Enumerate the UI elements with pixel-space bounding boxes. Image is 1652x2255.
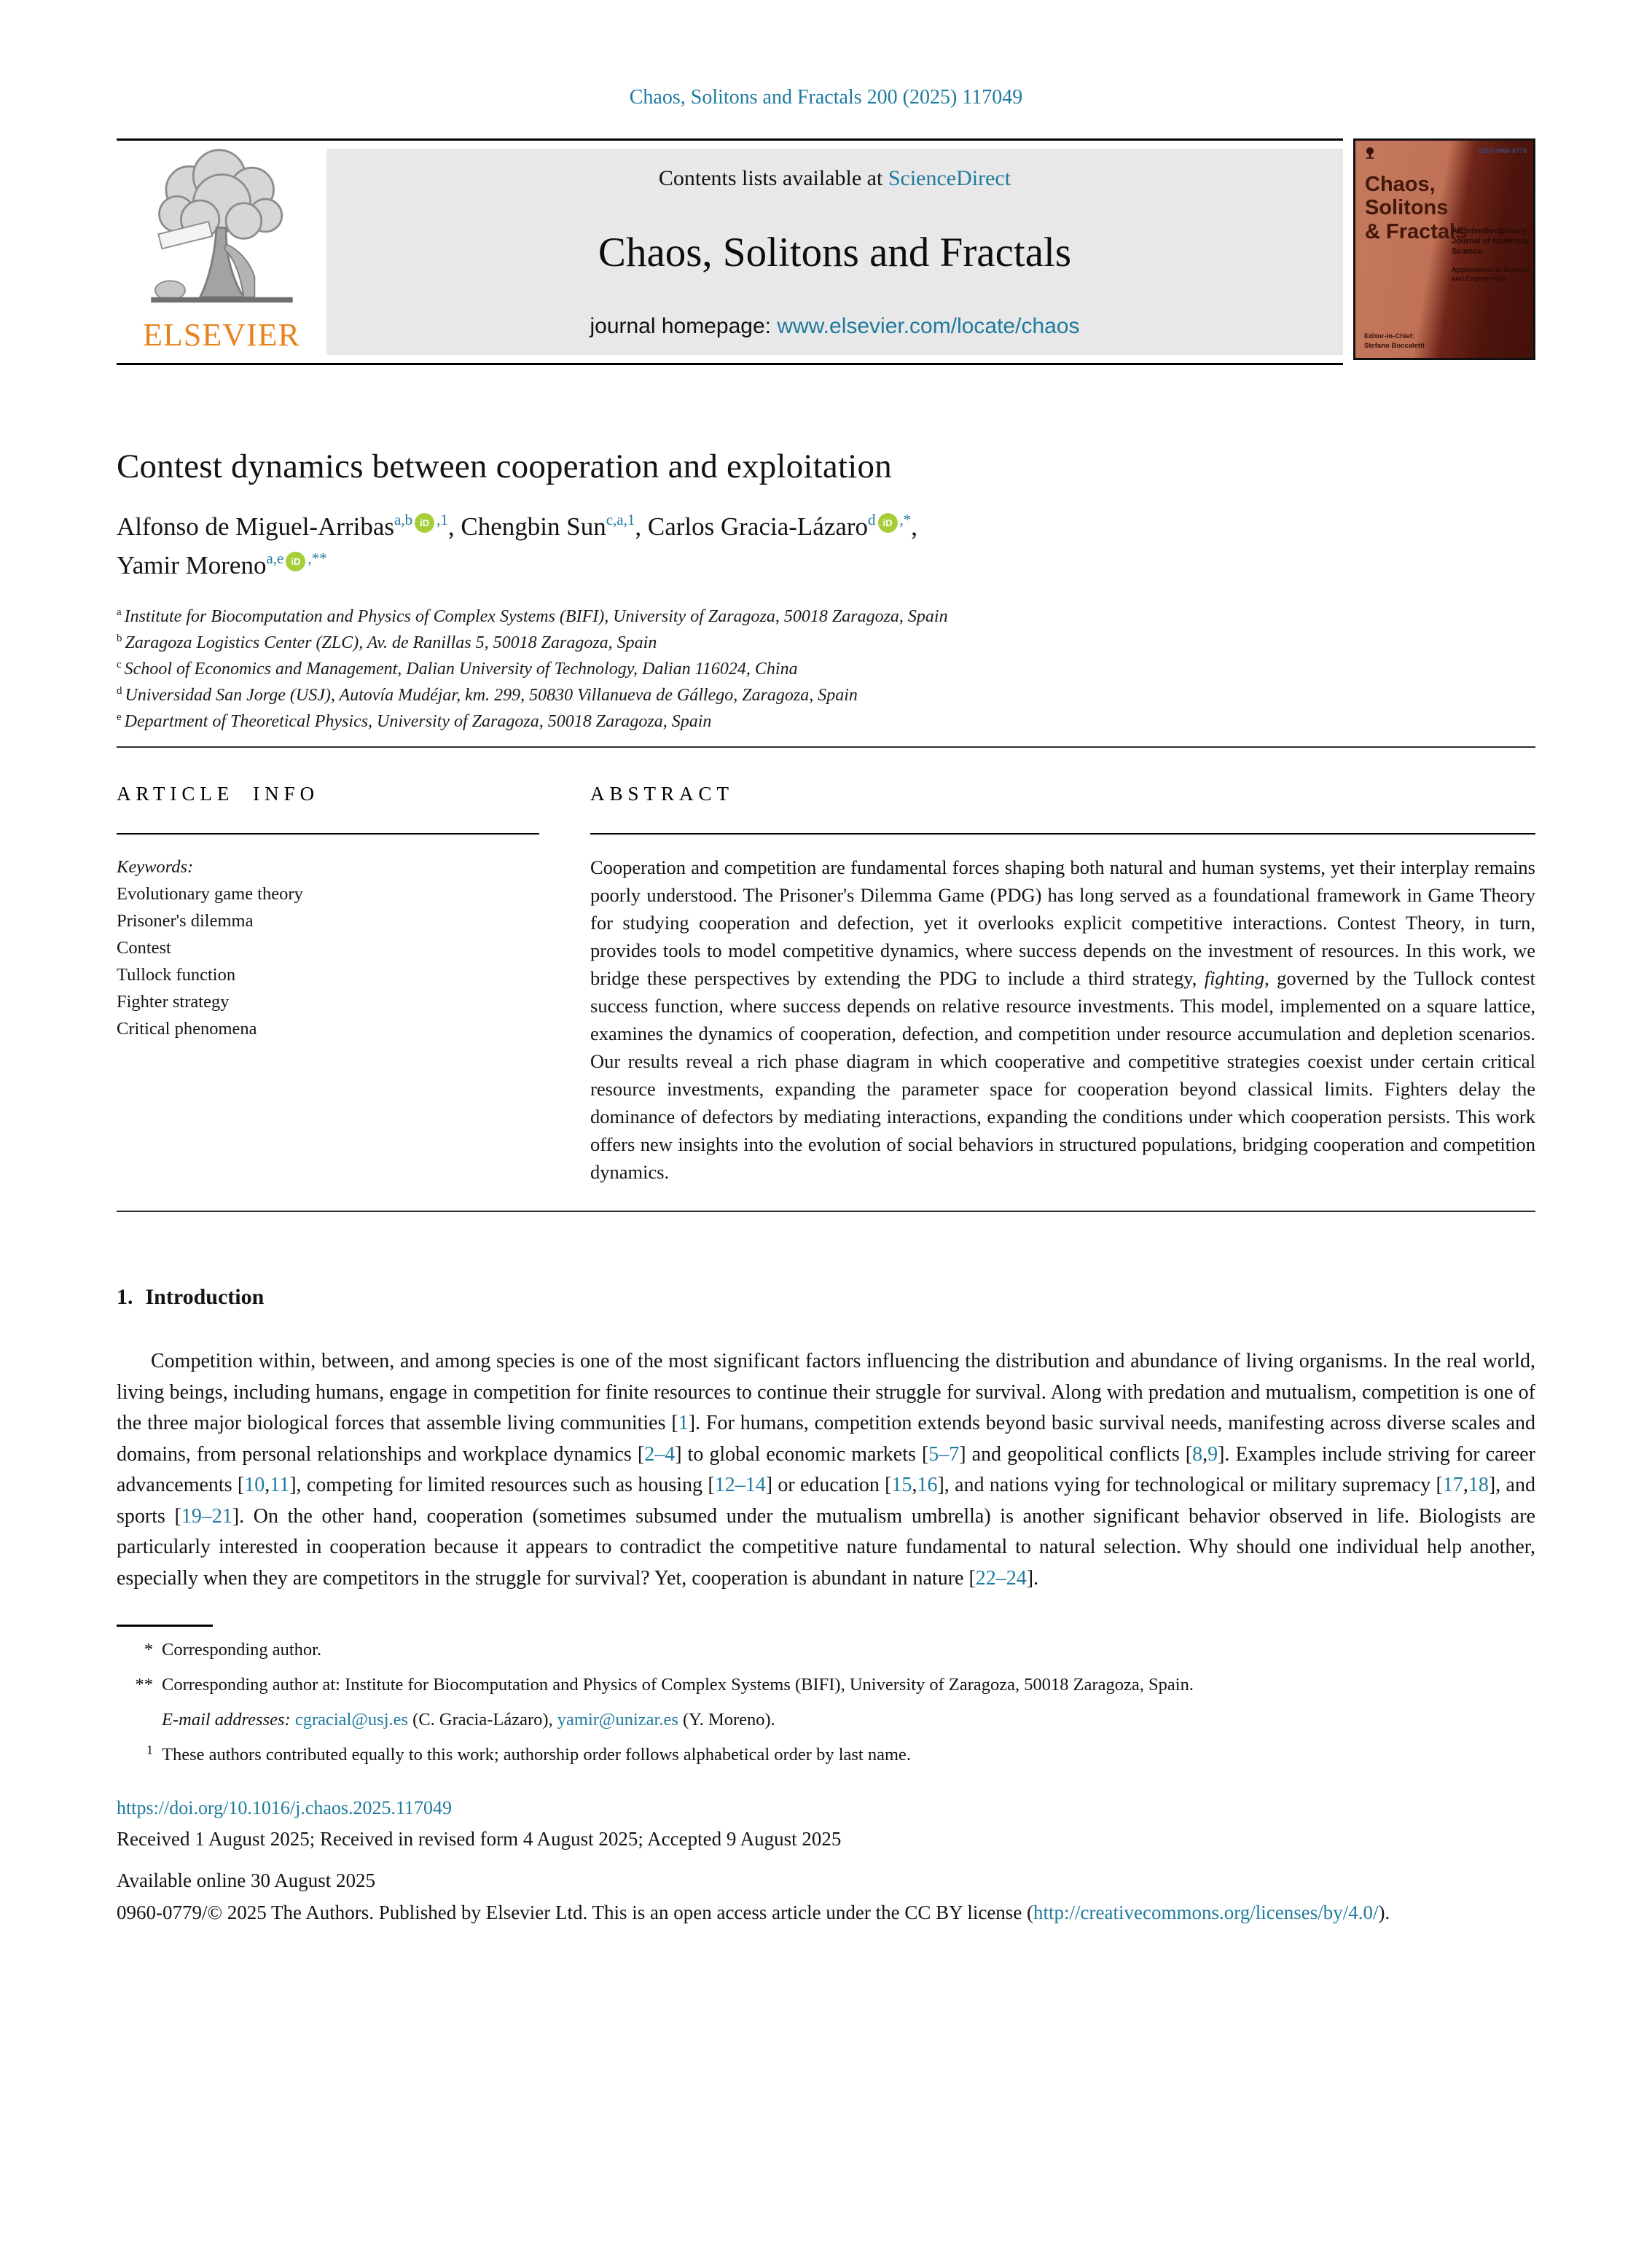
footnote — [117, 1638, 1535, 1662]
orcid-icon-label: iD — [291, 555, 301, 567]
article-info-heading: ARTICLE INFO — [117, 783, 320, 805]
footnote-text: These authors contributed equally to this work; authorship order follows alphabetical order by last name. — [162, 1745, 912, 1764]
affiliation-text: Department of Theoretical Physics, University of Zaragoza, 50018 Zaragoza, Spain — [124, 712, 712, 731]
affiliation-text: Zaragoza Logistics Center (ZLC), Av. de Ranillas 5, 50018 Zaragoza, Spain — [125, 633, 657, 652]
affiliation-text: Universidad San Jorge (USJ), Autovía Mudéjar, km. 299, 50830 Villanueva de Gállego, Zaragoza, Spain — [125, 686, 858, 705]
journal-homepage-link[interactable]: www.elsevier.com/locate/chaos — [777, 314, 1080, 338]
orcid-icon-label: iD — [882, 517, 893, 528]
inline-link[interactable]: 10 — [244, 1474, 265, 1496]
cover-title-line1: Chaos, — [1365, 173, 1436, 196]
affiliation-sup: e — [117, 711, 122, 723]
inline-link[interactable]: 17 — [1442, 1474, 1463, 1496]
footnote-marker: * — [144, 1640, 153, 1660]
cover-editor-label: Editor-in-Chief: — [1364, 332, 1415, 341]
footnote-text: Corresponding author. — [162, 1640, 322, 1660]
affiliation-text: School of Economics and Management, Dalian University of Technology, Dalian 116024, China — [124, 660, 798, 679]
orcid-icon[interactable] — [286, 552, 305, 571]
inline-link[interactable]: http://creativecommons.org/licenses/by/4.0/ — [1033, 1902, 1379, 1923]
inline-link[interactable]: 8 — [1192, 1442, 1203, 1466]
affiliation-text: Institute for Biocomputation and Physics of Complex Systems (BIFI), University of Zaragoza, 50018 Zaragoza, Spain — [124, 607, 948, 626]
orcid-icon-label: iD — [420, 517, 430, 528]
text-segment: , — [265, 1474, 270, 1496]
affiliation-sup: b — [117, 633, 122, 644]
text-segment: ], competing for limited resources such as housing [ — [289, 1474, 715, 1496]
journal-reference: Chaos, Solitons and Fractals 200 (2025) 117049 — [629, 86, 1023, 109]
text-segment: ] and geopolitical conflicts [ — [959, 1442, 1193, 1466]
cover-issn: ISSN 0960-8779 — [1478, 147, 1527, 155]
text-segment: (Y. Moreno). — [678, 1710, 775, 1730]
author-affil-sup: a,b — [394, 511, 413, 528]
orcid-icon[interactable] — [878, 513, 898, 533]
text-segment: ] to global economic markets [ — [675, 1442, 929, 1466]
affiliation — [117, 603, 1535, 630]
author-note-sup: ,** — [308, 549, 327, 567]
footnote-email-line — [117, 1708, 1535, 1732]
text-segment: ]. On the other hand, cooperation (sometimes subsumed under the mutualism umbrella) is another significant behavior observed in life. Biologists are particularly interested in cooperation because it appears to contradict the competitive nature fundamental to natural selection. Why should one individual help another, especially when they are competitors in the struggle for survival? Yet, cooperation is abundant in nature [ — [117, 1504, 1535, 1590]
elsevier-tree-icon — [140, 149, 304, 315]
author-separator: , — [911, 512, 918, 541]
license-line — [117, 1898, 1535, 1928]
inline-link[interactable]: 12–14 — [714, 1474, 766, 1496]
sciencedirect-link[interactable]: ScienceDirect — [888, 166, 1011, 190]
author-separator: , — [447, 512, 461, 541]
keyword: Evolutionary game theory — [117, 884, 303, 904]
affiliation — [117, 708, 1535, 735]
cover-elsevier-mark-icon — [1364, 146, 1376, 163]
inline-link[interactable]: cgracial@usj.es — [294, 1710, 409, 1730]
footnote-marker: 1 — [146, 1743, 153, 1757]
abstract-text — [590, 853, 1535, 1186]
author-name: Alfonso de Miguel-Arribas — [117, 512, 395, 541]
cover-editor-name: Stefano Boccaletti — [1364, 341, 1425, 350]
abstract-column — [590, 748, 1535, 1186]
cover-editor — [1364, 332, 1425, 351]
footnote — [117, 1743, 1535, 1768]
keywords-label: Keywords: — [117, 857, 194, 877]
keyword: Prisoner's dilemma — [117, 911, 254, 931]
author-note-sup: ,1 — [437, 511, 448, 528]
inline-link[interactable]: 1 — [678, 1412, 689, 1434]
doi-link[interactable]: https://doi.org/10.1016/j.chaos.2025.117049 — [117, 1797, 453, 1818]
available-online: Available online 30 August 2025 — [117, 1869, 375, 1891]
cover-title-line2: Solitons — [1365, 196, 1449, 220]
footnote-text — [162, 1708, 1535, 1732]
author — [461, 512, 647, 541]
text-segment: ], and sports [ — [117, 1474, 1535, 1528]
text-segment: ). — [1378, 1902, 1390, 1923]
text-segment: Competition within, between, and among species is one of the most significant factors influencing the distribution and abundance of living organisms. In the real world, living beings, including humans, engage in competition for finite resources to continue their struggle for survival. Along with predation and mutualism, competition is one of the three major biological forces that assemble living communities [ — [117, 1350, 1535, 1434]
inline-link[interactable]: 19–21 — [181, 1504, 232, 1528]
author-affil-sup: d — [868, 511, 876, 528]
text-segment: , — [1463, 1474, 1468, 1496]
homepage-line — [590, 314, 1079, 339]
affiliation — [117, 656, 1535, 682]
section-heading-introduction — [117, 1285, 1535, 1310]
inline-link[interactable]: 22–24 — [975, 1566, 1027, 1590]
inline-link[interactable]: 11 — [270, 1474, 290, 1496]
divider — [117, 1211, 1535, 1212]
journal-name: Chaos, Solitons and Fractals — [598, 230, 1072, 275]
footnote — [117, 1673, 1535, 1697]
author-name: Chengbin Sun — [461, 512, 606, 541]
inline-link[interactable]: yamir@unizar.es — [557, 1710, 678, 1730]
keyword: Critical phenomena — [117, 1019, 257, 1039]
cover-subtitle2: Applications to Science and Engineering — [1452, 266, 1530, 284]
affiliation-sup: c — [117, 659, 122, 671]
inline-link[interactable]: 16 — [917, 1474, 938, 1496]
footnotes-block — [117, 1625, 1535, 1768]
author-separator: , — [635, 512, 648, 541]
text-segment: E-mail addresses: — [162, 1710, 291, 1730]
article-title: Contest dynamics between cooperation and exploitation — [117, 448, 892, 485]
keyword: Fighter strategy — [117, 992, 230, 1012]
journal-banner — [326, 149, 1343, 355]
author-note-sup: ,* — [899, 511, 912, 528]
text-segment: (C. Gracia-Lázaro), — [408, 1710, 557, 1730]
text-segment: ]. — [1026, 1566, 1039, 1590]
homepage-label: journal homepage: — [590, 314, 778, 338]
section-title: Introduction — [145, 1285, 265, 1309]
keywords-block — [117, 835, 539, 1042]
text-segment: ]. Examples include striving for career advancements [ — [117, 1442, 1535, 1496]
author — [648, 512, 917, 541]
author-affil-sup: c,a,1 — [606, 511, 635, 528]
text-segment: ]. For humans, competition extends beyond basic survival needs, manifesting across diverse scales and domains, from personal relationships and workplace dynamics [ — [117, 1412, 1535, 1466]
text-segment: Cooperation and competition are fundamental forces shaping both natural and human systems, yet their interplay remains poorly understood. The Prisoner's Dilemma Game (PDG) has long served as a foundational framework in Game Theory for studying cooperation and defection, yet it overlooks explicit competitive interactions. Contest Theory, in turn, provides tools to model competitive dynamics, where success depends on the investment of resources. In this work, we bridge these perspectives by extending the PDG to include a third strategy, — [590, 856, 1535, 989]
keyword: Contest — [117, 938, 171, 958]
contents-line — [659, 166, 1011, 191]
journal-banner-row — [117, 138, 1343, 365]
contents-line-text: Contents lists available at — [658, 166, 888, 190]
author-affil-sup: a,e — [266, 549, 284, 567]
article-info-column — [117, 748, 539, 1186]
inline-link[interactable]: 9 — [1207, 1442, 1218, 1466]
footnote-divider — [117, 1625, 213, 1627]
author-name: Yamir Moreno — [117, 550, 267, 579]
text-segment: , — [1202, 1442, 1208, 1466]
elsevier-wordmark: ELSEVIER — [143, 317, 300, 353]
inline-link[interactable]: 18 — [1468, 1474, 1489, 1496]
affiliation-sup: a — [117, 606, 122, 618]
inline-link[interactable]: 15 — [891, 1474, 912, 1496]
footnote-text: Corresponding author at: Institute for Biocomputation and Physics of Complex Systems (BIFI), University of Zaragoza, 50018 Zaragoza, Spain. — [162, 1675, 1194, 1695]
affiliation-sup: d — [117, 685, 122, 697]
author-list — [117, 508, 1535, 585]
footnote-marker — [117, 1708, 162, 1732]
section-number: 1. — [117, 1285, 133, 1309]
inline-link[interactable]: 2–4 — [644, 1442, 676, 1466]
keyword: Tullock function — [117, 965, 236, 985]
journal-header — [117, 138, 1535, 365]
orcid-icon[interactable] — [415, 513, 434, 533]
text-segment: ], and nations vying for technological or military supremacy [ — [937, 1474, 1443, 1496]
footnote-marker: ** — [135, 1675, 153, 1695]
elsevier-logo[interactable] — [117, 149, 326, 355]
cover-title-line3: & Fractals — [1365, 219, 1468, 243]
text-segment: fighting — [1204, 967, 1265, 989]
text-segment: , governed by the Tullock contest success function, where success depends on relative resource investments. This model, implemented on a square lattice, examines the dynamics of cooperation, defection, and competition under resource accumulation and depletion scenarios. Our results reveal a rich phase diagram in which cooperative and competitive strategies coexist under certain critical resource investments, expanding the parameter space for cooperation beyond classical limits. Fighters delay the dominance of defectors by mediating interactions, expanding the conditions under which cooperation persists. This work offers new insights into the evolution of social behaviors in structured populations, bridging cooperation and competition dynamics. — [590, 967, 1535, 1183]
affiliation-list — [117, 603, 1535, 735]
introduction-paragraph — [117, 1346, 1535, 1594]
received-dates: Received 1 August 2025; Received in revised form 4 August 2025; Accepted 9 August 2025 — [117, 1828, 842, 1850]
inline-link[interactable]: 5–7 — [928, 1442, 960, 1466]
text-segment: , — [912, 1474, 917, 1496]
author-name: Carlos Gracia-Lázaro — [647, 512, 869, 541]
abstract-heading: ABSTRACT — [590, 783, 735, 805]
author — [117, 551, 327, 579]
author — [117, 512, 461, 541]
divider — [590, 833, 1535, 835]
text-segment: 0960-0779/© 2025 The Authors. Published by Elsevier Ltd. This is an open access article under the CC BY license ( — [117, 1902, 1034, 1923]
affiliation — [117, 682, 1535, 708]
affiliation — [117, 630, 1535, 656]
journal-cover-thumbnail[interactable] — [1353, 138, 1535, 360]
info-abstract-columns — [117, 748, 1535, 1186]
cover-subtitle: An Interdisciplinary Journal of Nonlinear Science — [1452, 227, 1530, 256]
text-segment: ] or education [ — [765, 1474, 892, 1496]
